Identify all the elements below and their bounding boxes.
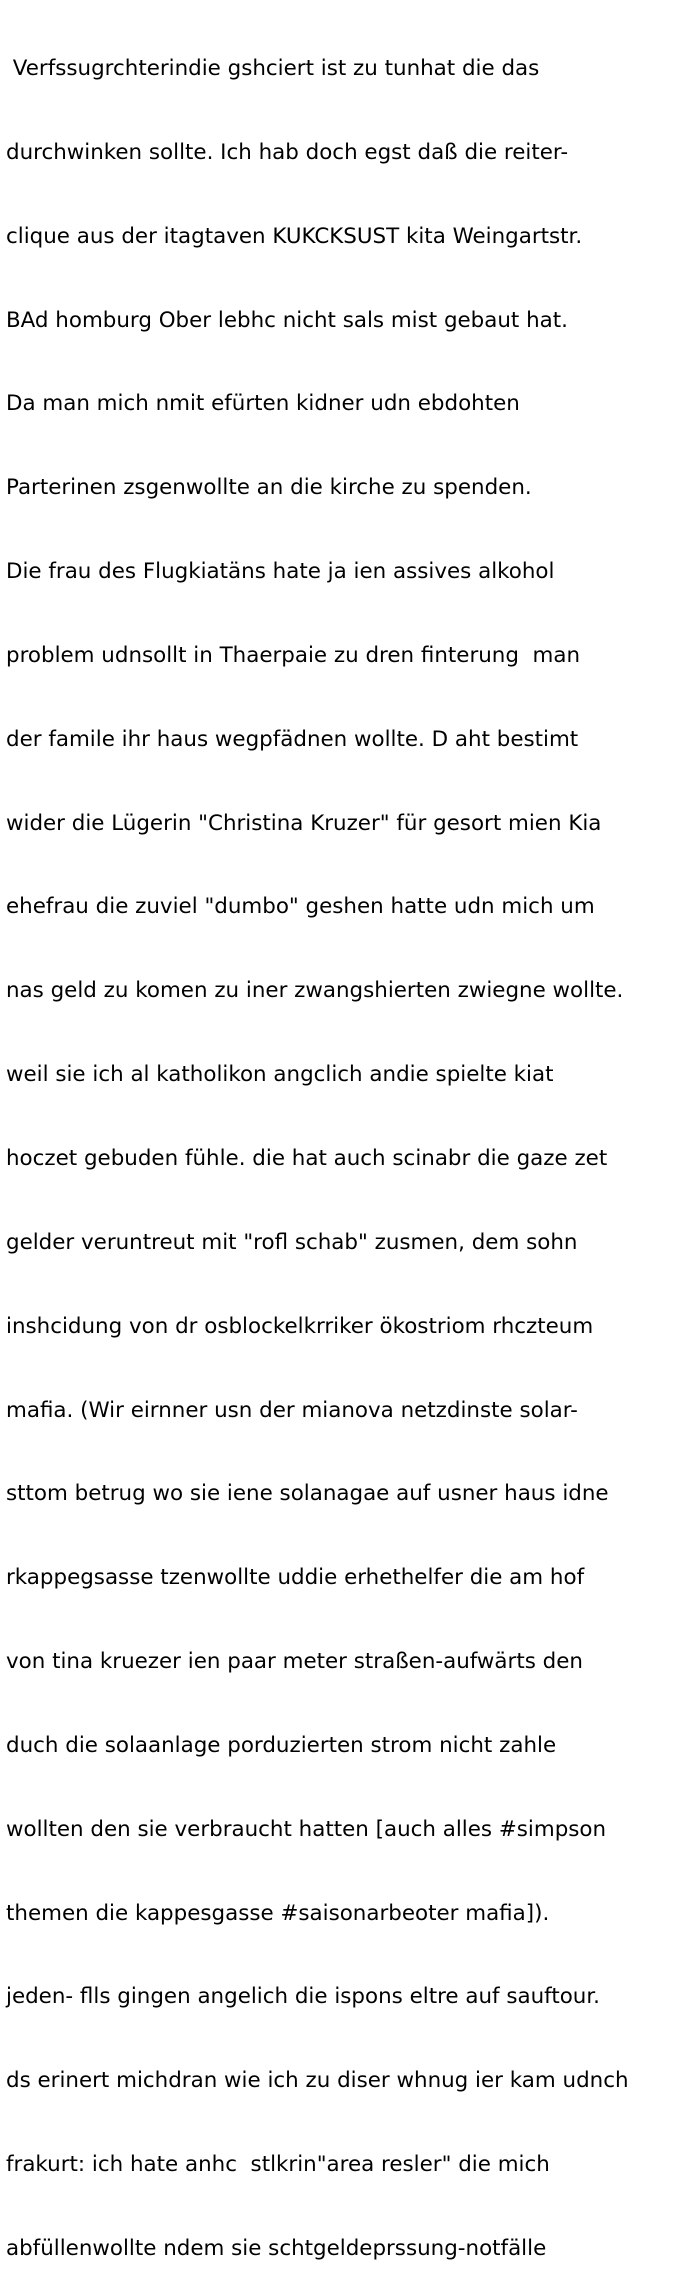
text-line: Die frau des Flugkiatäns hate ja ien assives alkohol — [6, 559, 555, 585]
text-line: clique aus der itagtaven KUKCKSUST kita Weingartstr. — [6, 223, 583, 249]
text-line: duch die solaanlage porduzierten strom nicht zahle — [6, 1732, 557, 1758]
text-line: weil sie ich al katholikon angclich andie spielte kiat — [6, 1062, 554, 1088]
text-line: durchwinken sollte. Ich hab doch egst daß die reiter- — [6, 139, 569, 165]
text-line: wollten den sie verbraucht hatten [auch alles #simpson — [6, 1816, 607, 1842]
text-line: abfüllenwollte ndem sie schtgeldeprssung-notfälle — [6, 2235, 547, 2261]
text-line: gelder veruntreut mit "rofl schab" zusmen, dem sohn — [6, 1229, 578, 1255]
text-line: inshcidung von dr osblockelkrriker ökostriom rhczteum — [6, 1313, 594, 1339]
text-line: von tina kruezer ien paar meter straßen-aufwärts den — [6, 1649, 583, 1675]
text-line: ehefrau die zuviel "dumbo" geshen hatte udn mich um — [6, 894, 595, 920]
text-line: sttom betrug wo sie iene solanagae auf usner haus idne — [6, 1481, 609, 1507]
text-line: problem udnsollt in Thaerpaie zu dren finterung man — [6, 642, 581, 668]
text-line: hoczet gebuden fühle. die hat auch scinabr die gaze zet — [6, 1145, 608, 1171]
text-line: Da man mich nmit efürten kidner udn ebdohten — [6, 391, 520, 417]
text-line: rkappegsasse tzenwollte uddie erhethelfer die am hof — [6, 1565, 585, 1591]
text-line: mafia. (Wir eirnner usn der mianova netzdinste solar- — [6, 1397, 578, 1423]
text-line: nas geld zu komen zu iner zwangshierten zwiegne wollte. — [6, 978, 624, 1004]
text-line: wider die Lügerin "Christina Kruzer" für gesort mien Kia — [6, 810, 602, 836]
document-text — [6, 2, 684, 2291]
text-line: ds erinert michdran wie ich zu diser whnug ier kam udnch — [6, 2068, 629, 2094]
text-line: jeden- flls gingen angelich die ispons eltre auf sauftour. — [6, 1984, 600, 2010]
text-line: BAd homburg Ober lebhc nicht sals mist gebaut hat. — [6, 307, 568, 333]
text-line: Verfssugrchterindie gshciert ist zu tunhat die das — [6, 56, 540, 81]
text-line: der famile ihr haus wegpfädnen wollte. D aht bestimt — [6, 726, 579, 752]
text-line: themen die kappesgasse #saisonarbeoter mafia]). — [6, 1900, 550, 1926]
text-line: Parterinen zsgenwollte an die kirche zu spenden. — [6, 475, 532, 501]
text-line: frakurt: ich hate anhc stlkrin"area resler" die mich — [6, 2152, 550, 2178]
